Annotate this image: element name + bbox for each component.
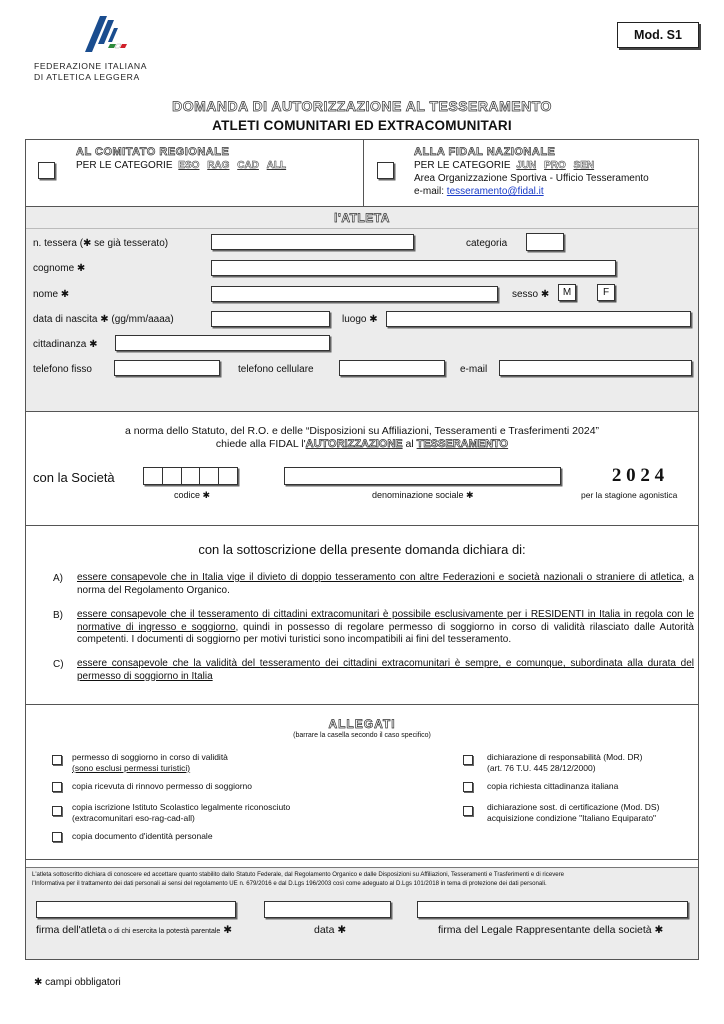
- page-title: DOMANDA DI AUTORIZZAZIONE AL TESSERAMENTO: [172, 98, 552, 114]
- codice-label: codice ✱: [174, 490, 211, 500]
- page-subtitle: ATLETI COMUNITARI ED EXTRACOMUNITARI: [212, 118, 512, 133]
- campi-obbligatori-note: ✱ campi obbligatori: [34, 977, 121, 988]
- request-tesseramento: TESSERAMENTO: [416, 438, 509, 450]
- fidal-email-label: e-mail:: [414, 186, 445, 197]
- firma-atleta-small: o di chi esercita la potestà parentale: [106, 928, 221, 935]
- telefono-cellulare-input[interactable]: [339, 360, 445, 376]
- allegato-iscrizione-line1: copia iscrizione Istituto Scolastico legalmente riconosciuto: [72, 802, 291, 812]
- declarations-heading: con la sottoscrizione della presente domanda dichiara di:: [198, 542, 526, 557]
- request-line2: [0, 438, 724, 450]
- cognome-input[interactable]: [211, 260, 616, 276]
- codice-input[interactable]: [143, 467, 238, 485]
- cognome-label: cognome ✱: [33, 263, 86, 274]
- cat-pro: PRO: [544, 160, 566, 171]
- allegato-cittadinanza-line1: copia richiesta cittadinanza italiana: [487, 781, 619, 791]
- athlete-email-label: e-mail: [460, 364, 488, 375]
- comitato-regionale-categories: [76, 160, 286, 171]
- declaration-c-text: [77, 658, 694, 683]
- denominazione-input[interactable]: [284, 467, 561, 485]
- request-autorizzazione: AUTORIZZAZIONE: [305, 438, 403, 450]
- allegato-documento-line1: copia documento d'identità personale: [72, 831, 213, 841]
- comitato-regionale-checkbox[interactable]: [38, 162, 55, 179]
- request-line2-mid: al: [402, 438, 417, 450]
- sesso-f-label: F: [602, 287, 610, 298]
- declaration-a-letter: A): [53, 573, 63, 584]
- sesso-m-label: M: [562, 287, 572, 298]
- firma-atleta-text: firma dell'atleta: [36, 924, 107, 936]
- declaration-a-text: [77, 572, 694, 597]
- allegato-ds-checkbox[interactable]: [463, 806, 473, 816]
- season-year: 2 0 2 4: [611, 465, 665, 486]
- logo-text-line2: DI ATLETICA LEGGERA: [34, 72, 140, 82]
- data-label: data ✱: [314, 924, 347, 936]
- allegato-permesso-line2: (sono esclusi permessi turistici): [72, 763, 191, 773]
- cittadinanza-input[interactable]: [115, 335, 330, 351]
- allegato-permesso-line1: permesso di soggiorno in corso di validità: [72, 752, 228, 762]
- fidal-email-row: [414, 186, 544, 197]
- request-divider: [26, 525, 698, 526]
- fidal-office: Area Organizzazione Sportiva - Ufficio Tesseramento: [414, 173, 649, 184]
- firma-atleta-label: [36, 924, 232, 936]
- categoria-label: categoria: [466, 238, 508, 249]
- cat-rag: RAG: [207, 160, 230, 171]
- mod-label-box: [617, 22, 699, 48]
- stagione-label: per la stagione agonistica: [581, 490, 678, 500]
- allegato-dr-line2: (art. 76 T.U. 445 28/12/2000): [487, 763, 596, 773]
- allegato-permesso-checkbox[interactable]: [52, 755, 62, 765]
- declaration-c-underlined: essere consapevole che la validità del tesseramento dei cittadini extracomunitari è sempre, e comunque, subordinata alla durata del permesso di soggiorno in Italia: [77, 658, 694, 682]
- fidal-logo: [34, 14, 164, 84]
- fidal-nazionale-categories: [414, 160, 594, 171]
- categories-prefix: PER LE CATEGORIE: [76, 160, 173, 171]
- luogo-label: luogo ✱: [342, 314, 378, 325]
- privacy-line2: l'Informativa per il trattamento dei dati personali ai sensi del regolamento UE n. 679/2016 e dal D.Lgs 196/2003 così come adeguato al D.Lgs 101/2018 in tema di protezione dei dati personali.: [32, 880, 547, 887]
- societa-label: con la Società: [33, 470, 115, 485]
- data-input[interactable]: [264, 901, 391, 918]
- cat-jun: JUN: [516, 160, 537, 171]
- fidal-nazionale-checkbox[interactable]: [377, 162, 394, 179]
- allegato-cittadinanza-checkbox[interactable]: [463, 782, 473, 792]
- mod-label: Mod. S1: [634, 28, 682, 42]
- declaration-a-rest: , a norma del Regolamento Organico.: [77, 572, 694, 596]
- cat-all: ALL: [266, 160, 287, 171]
- allegato-dr-checkbox[interactable]: [463, 755, 473, 765]
- nome-label: nome ✱: [33, 289, 70, 300]
- sesso-label: sesso ✱: [512, 289, 550, 300]
- denominazione-label: denominazione sociale ✱: [372, 490, 474, 500]
- declaration-c-letter: C): [53, 659, 64, 670]
- nome-input[interactable]: [211, 286, 498, 302]
- telefono-fisso-input[interactable]: [114, 360, 220, 376]
- allegato-documento-checkbox[interactable]: [52, 832, 62, 842]
- firma-atleta-input[interactable]: [36, 901, 236, 918]
- allegato-dr-line1: dichiarazione di responsabilità (Mod. DR): [487, 752, 643, 762]
- categories-prefix: PER LE CATEGORIE: [414, 160, 511, 171]
- comitato-regionale-title: AL COMITATO REGIONALE: [76, 146, 230, 158]
- declaration-b-underlined: essere consapevole che il tesseramento di cittadini extracomunitari è possibile esclusivamente per i RESIDENTI in Italia in regola con le normative di ingresso e soggiorno: [77, 609, 694, 633]
- fidal-nazionale-title: ALLA FIDAL NAZIONALE: [414, 146, 556, 158]
- allegato-ds-line2: acquisizione condizione "Italiano Equiparato": [487, 813, 657, 823]
- codice-cell: [144, 468, 163, 484]
- codice-cell: [163, 468, 182, 484]
- nascita-label: data di nascita ✱ (gg/mm/aaaa): [33, 314, 174, 325]
- athlete-email-input[interactable]: [499, 360, 692, 376]
- tessera-input[interactable]: [211, 234, 414, 250]
- logo-text-line1: FEDERAZIONE ITALIANA: [34, 61, 148, 71]
- request-line2-prefix: chiede alla FIDAL l': [215, 438, 306, 450]
- sesso-f-box[interactable]: [597, 284, 615, 301]
- telefono-cellulare-label: telefono cellulare: [238, 364, 314, 375]
- codice-cell: [182, 468, 201, 484]
- luogo-input[interactable]: [386, 311, 691, 327]
- allegato-ricevuta-line1: copia ricevuta di rinnovo permesso di soggiorno: [72, 781, 253, 791]
- cat-eso: ESO: [178, 160, 200, 171]
- codice-cell: [200, 468, 219, 484]
- allegato-iscrizione-checkbox[interactable]: [52, 806, 62, 816]
- codice-cell: [219, 468, 237, 484]
- declarations-divider: [26, 704, 698, 705]
- firma-legale-label: firma del Legale Rappresentante della società ✱: [438, 924, 664, 936]
- declaration-b-rest: , quindi in possesso di regolare permesso di soggiorno in corso di validità rilasciato dalle Autorità competenti. I documenti di soggiorno per motivi turistici sono incompatibili ai fini del tesseramento.: [77, 621, 694, 645]
- declaration-b-letter: B): [53, 610, 63, 621]
- athlete-section-title: l'ATLETA: [334, 211, 390, 225]
- sesso-m-box[interactable]: [558, 284, 576, 301]
- allegati-subtitle: (barrare la casella secondo il caso specifico): [293, 732, 431, 739]
- fidal-logo-mark: [34, 14, 164, 60]
- request-line1: a norma dello Statuto, del R.O. e delle “Disposizioni su Affiliazioni, Tesseramenti e Trasferimenti 2024”: [124, 425, 600, 437]
- declaration-a-underlined: essere consapevole che in Italia vige il divieto di doppio tesseramento con altre Federazioni e società nazionali o straniere di atletica: [77, 572, 682, 583]
- athlete-title-rule: [26, 228, 698, 229]
- privacy-line1: L'atleta sottoscritto dichiara di conoscere ed accettare quanto stabilito dallo Statuto Federale, dal Regolamento Organico e dalle Disposizioni su Affiliazioni, Tesseramenti e Trasferimenti e di ricevere: [32, 871, 565, 878]
- tessera-label: n. tessera (✱ se già tesserato): [33, 238, 169, 249]
- allegato-ds-line1: dichiarazione sost. di certificazione (Mod. DS): [487, 802, 660, 812]
- allegato-iscrizione-line2: (extracomunitari eso-rag-cad-all): [72, 813, 195, 823]
- categoria-input[interactable]: [526, 233, 564, 251]
- allegati-divider: [26, 859, 698, 860]
- cittadinanza-label: cittadinanza ✱: [33, 339, 98, 350]
- fidal-email-link[interactable]: tesseramento@fidal.it: [446, 186, 544, 197]
- firma-atleta-star: ✱: [220, 924, 233, 936]
- telefono-fisso-label: telefono fisso: [33, 364, 92, 375]
- allegati-title: ALLEGATI: [328, 717, 396, 731]
- nascita-input[interactable]: [211, 311, 330, 327]
- recipient-divider: [363, 139, 364, 206]
- firma-legale-input[interactable]: [417, 901, 688, 918]
- cat-sen: SEN: [573, 160, 595, 171]
- cat-cad: CAD: [237, 160, 259, 171]
- declaration-b-text: [77, 609, 694, 647]
- allegato-ricevuta-checkbox[interactable]: [52, 782, 62, 792]
